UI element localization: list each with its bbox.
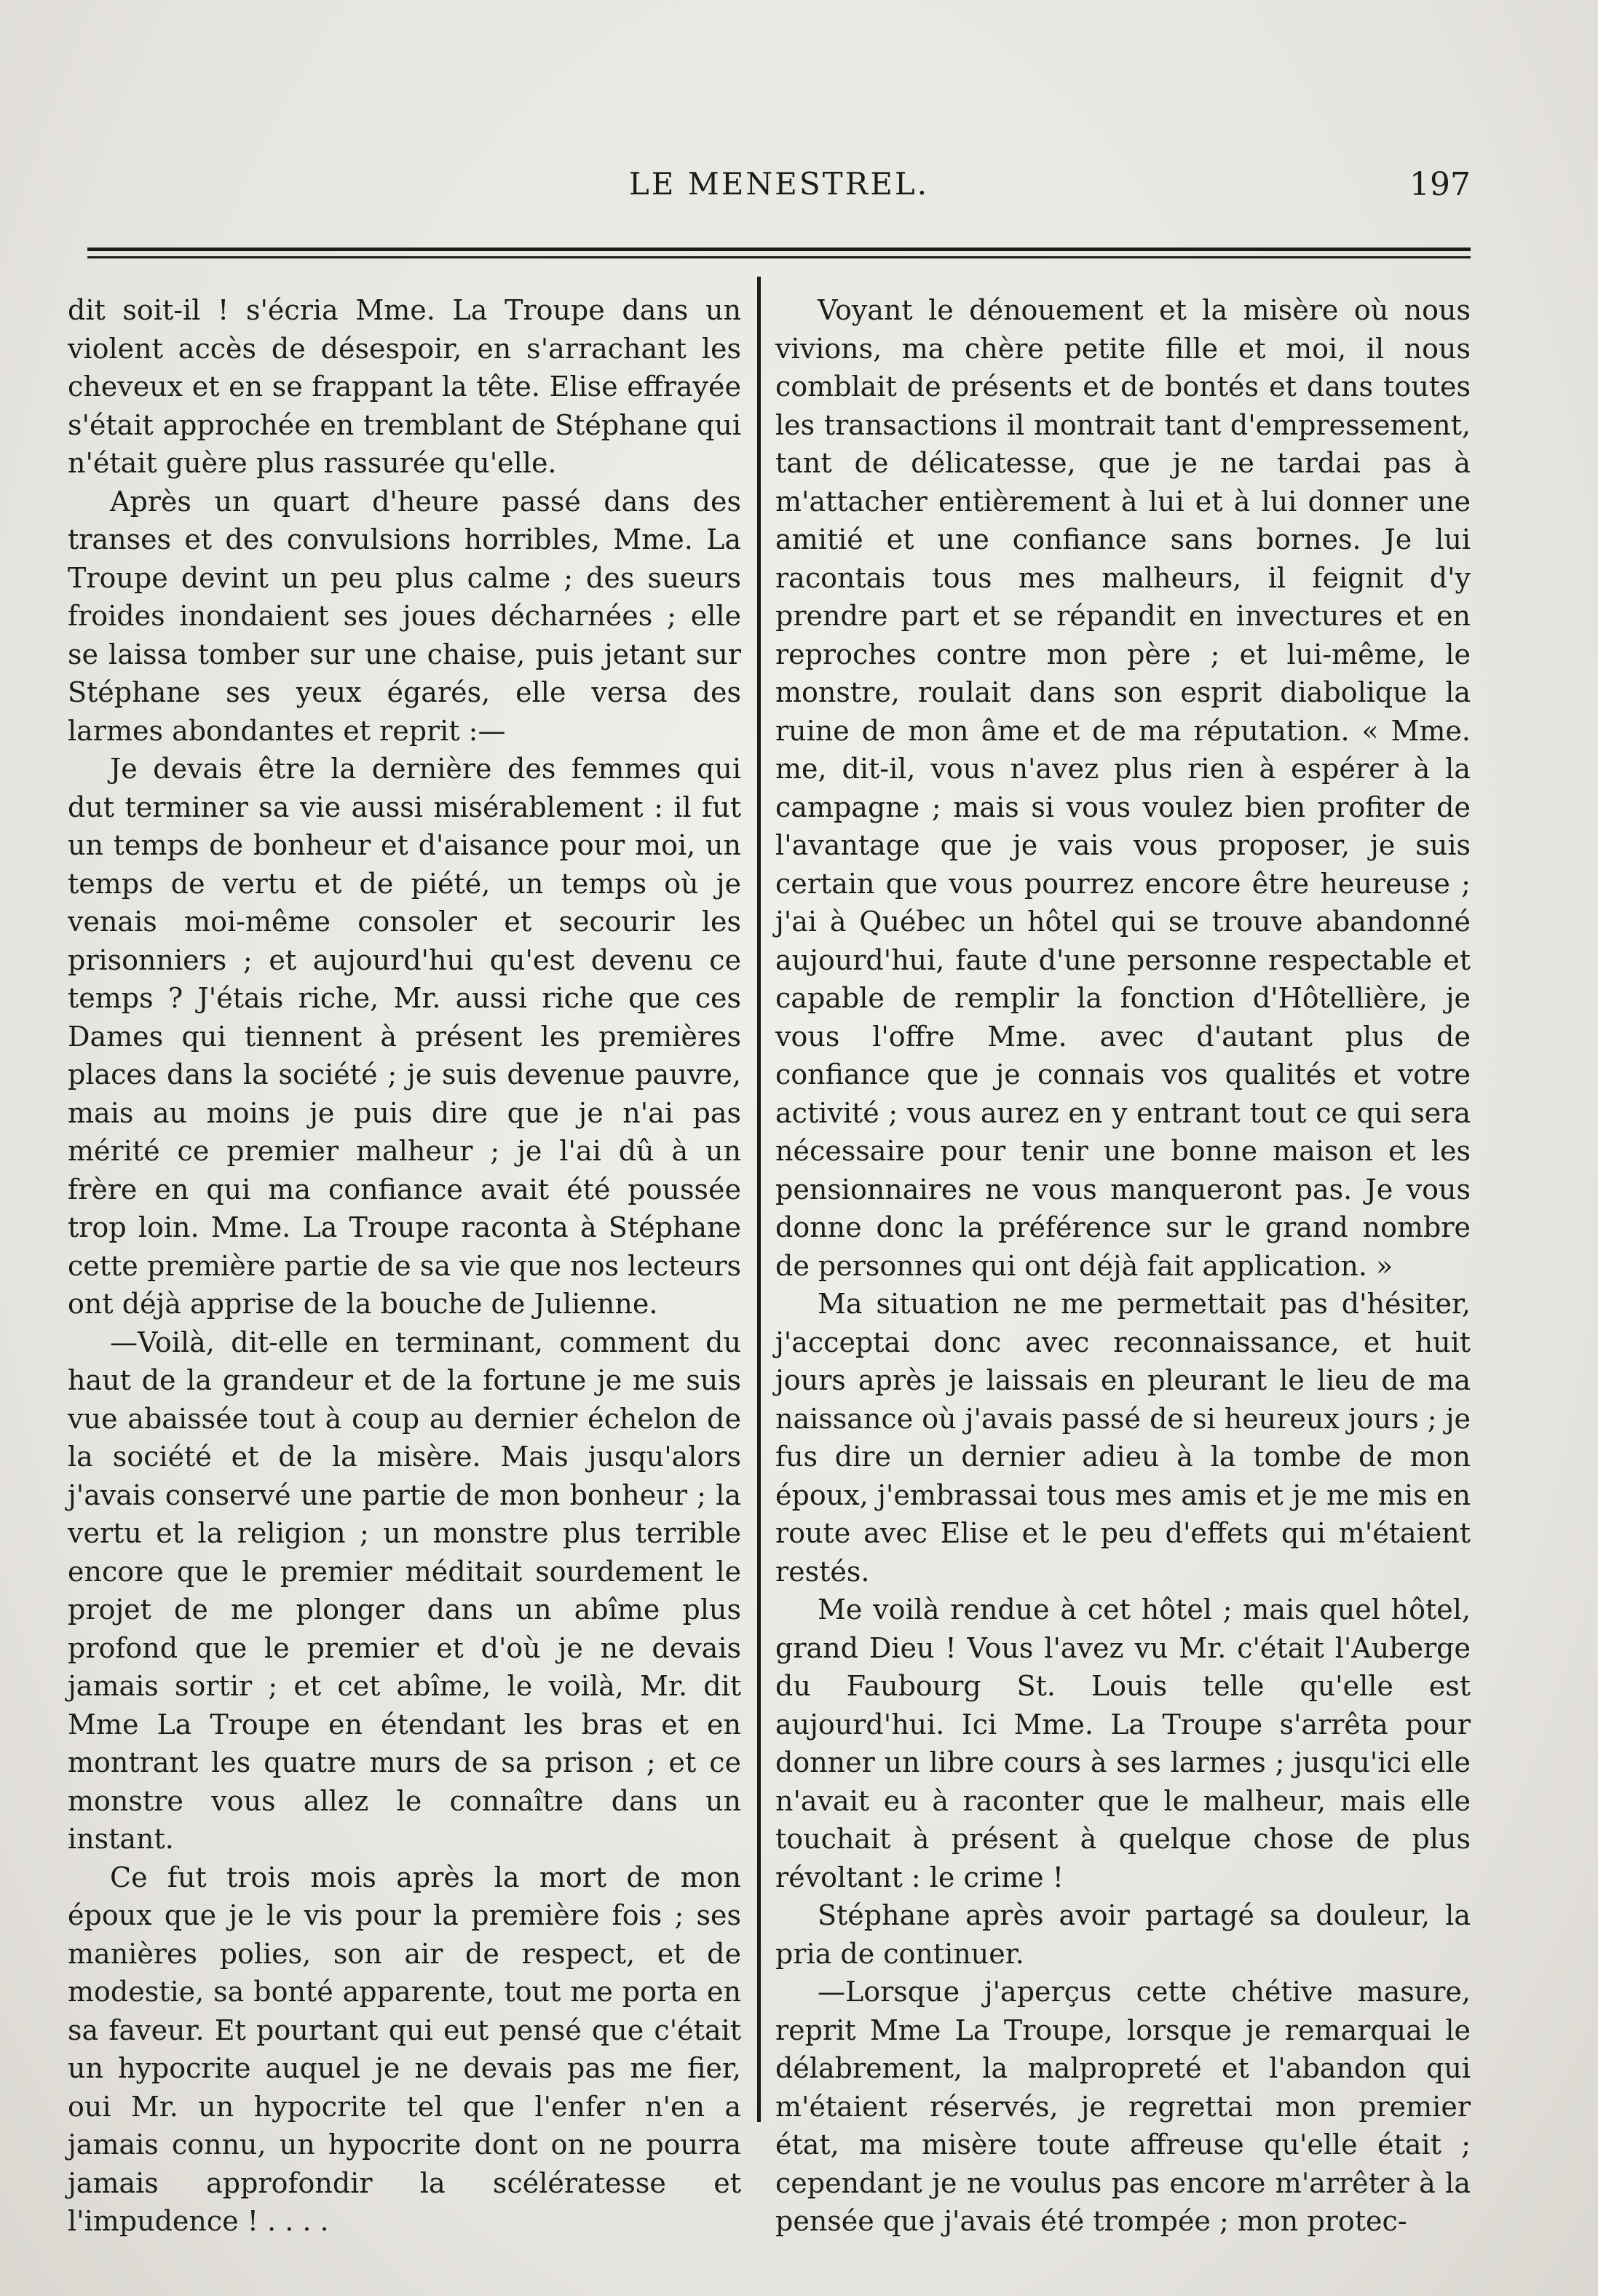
paragraph: Ce fut trois mois après la mort de mon époux que je le vis pour la première fois ; ses manières polies, son air de respect, et de modestie, sa bonté apparente, tout me porta en sa faveur. Et pourtant qui eut pensé que c'était un hypocrite auquel je ne devais pas me fier, oui Mr. un hypocrite tel que l'enfer n'en a jamais connu, un hypocrite dont on ne pourra jamais approfondir la scélératesse et l'impudence ! . . . . <box>68 1861 741 2237</box>
running-title: LE MENESTREL. <box>628 166 930 202</box>
column-divider <box>757 277 761 2122</box>
page-header <box>87 166 1471 210</box>
page-number: 197 <box>1409 166 1471 203</box>
right-column <box>775 291 1471 2241</box>
paragraph: Stéphane après avoir partagé sa douleur, la pria de continuer. <box>775 1899 1471 1970</box>
paragraph: Je devais être la dernière des femmes qui dut terminer sa vie aussi misérablement : il fut un temps de bonheur et d'aisance pour moi, un temps de vertu et de piété, un temps où je venais moi-même consoler et secourir les prisonniers ; et aujourd'hui qu'est devenu ce temps ? J'étais riche, Mr. aussi riche que ces Dames qui tiennent à présent les premières places dans la société ; je suis devenue pauvre, mais au moins je puis dire que je n'ai pas mérité ce premier malheur ; je l'ai dû à un frère en qui ma confiance avait été poussée trop loin. Mme. La Troupe raconta à Stéphane cette première partie de sa vie que nos lecteurs ont déjà apprise de la bouche de Julienne. <box>68 753 741 1320</box>
paragraph: —Lorsque j'aperçus cette chétive masure, reprit Mme La Troupe, lorsque je remarquai le délabrement, la malpropreté et l'abandon qui m'étaient réservés, je regrettai mon premier état, ma misère toute affreuse qu'elle était ; cependant je ne voulus pas encore m'arrêter à la pensée que j'avais été trompée ; mon protec- <box>775 1976 1471 2237</box>
paragraph: Ma situation ne me permettait pas d'hésiter, j'acceptai donc avec reconnaissance, et huit jours après je laissais en pleurant le lieu de ma naissance où j'avais passé de si heureux jours ; je fus dire un dernier adieu à la tombe de mon époux, j'embrassai tous mes amis et je me mis en route avec Elise et le peu d'effets qui m'étaient restés. <box>775 1288 1471 1588</box>
paragraph: dit soit-il ! s'écria Mme. La Troupe dans un violent accès de désespoir, en s'arrachant les cheveux et en se frappant la tête. Elise effrayée s'était approchée en tremblant de Stéphane qui n'était guère plus rassurée qu'elle. <box>68 294 741 479</box>
left-column <box>68 291 741 2241</box>
header-rule-thick <box>87 248 1471 251</box>
paragraph: Après un quart d'heure passé dans des transes et des convulsions horribles, Mme. La Troupe devint un peu plus calme ; des sueurs froides inondaient ses joues décharnées ; elle se laissa tomber sur une chaise, puis jetant sur Stéphane ses yeux égarés, elle versa des larmes abondantes et reprit :— <box>68 485 741 747</box>
paragraph: Voyant le dénouement et la misère où nous vivions, ma chère petite fille et moi, il nous comblait de présents et de bontés et dans toutes les transactions il montrait tant d'empressement, tant de délicatesse, que je ne tardai pas à m'attacher entièrement à lui et à lui donner une amitié et une confiance sans bornes. Je lui racontais tous mes malheurs, il feignit d'y prendre part et se répandit en invectures et en reproches contre mon père ; et lui-même, le monstre, roulait dans son esprit diabolique la ruine de mon âme et de ma réputation. « Mme. me, dit-il, vous n'avez plus rien à espérer à la campagne ; mais si vous voulez bien profiter de l'avantage que je vais vous proposer, je suis certain que vous pourrez encore être heureuse ; j'ai à Québec un hôtel qui se trouve abandonné aujourd'hui, faute d'une personne respectable et capable de remplir la fonction d'Hôtellière, je vous l'offre Mme. avec d'autant plus de confiance que je connais vos qualités et votre activité ; vous aurez en y entrant tout ce qui sera nécessaire pour tenir une bonne maison et les pensionnaires ne vous manqueront pas. Je vous donne donc la préférence sur le grand nombre de personnes qui ont déjà fait application. » <box>775 294 1471 1282</box>
header-rule-thin <box>87 256 1471 258</box>
paragraph: —Voilà, dit-elle en terminant, comment du haut de la grandeur et de la fortune je me suis vue abaissée tout à coup au dernier échelon de la société et de la misère. Mais jusqu'alors j'avais conservé une partie de mon bonheur ; la vertu et la religion ; un monstre plus terrible encore que le premier méditait sourdement le projet de me plonger dans un abîme plus profond que le premier et d'où je ne devais jamais sortir ; et cet abîme, le voilà, Mr. dit Mme La Troupe en étendant les bras et en montrant les quatre murs de sa prison ; et ce monstre vous allez le connaître dans un instant. <box>68 1326 741 1855</box>
paragraph: Me voilà rendue à cet hôtel ; mais quel hôtel, grand Dieu ! Vous l'avez vu Mr. c'était l'Auberge du Faubourg St. Louis telle qu'elle est aujourd'hui. Ici Mme. La Troupe s'arrêta pour donner un libre cours à ses larmes ; jusqu'ici elle n'avait eu à raconter que le malheur, mais elle touchait à présent à quelque chose de plus révoltant : le crime ! <box>775 1594 1471 1893</box>
